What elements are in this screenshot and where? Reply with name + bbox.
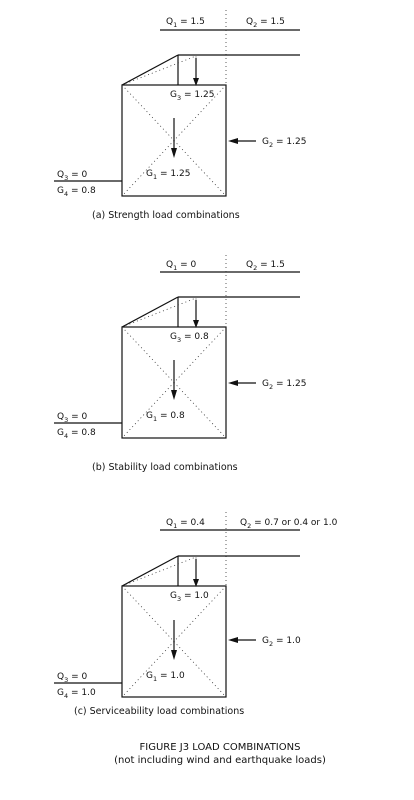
slope-hatch	[122, 56, 196, 85]
slope-hatch	[122, 298, 196, 327]
figure-title: FIGURE J3 LOAD COMBINATIONS	[139, 742, 301, 753]
panel-b	[54, 255, 306, 473]
slope-line	[122, 55, 178, 85]
g2-label: $G_2 = 1.25$	[262, 379, 307, 391]
figure-subtitle: (not including wind and earthquake loads)	[114, 755, 326, 766]
q1-value: 0	[190, 260, 197, 270]
g4-label: $G_4 = 1.0$	[57, 688, 96, 700]
q3-value: 0	[81, 672, 88, 682]
g1-arrow-head	[171, 390, 177, 400]
g1-arrow-head	[171, 148, 177, 158]
panel-a	[54, 10, 306, 221]
panel-caption: (b) Stability load combinations	[92, 462, 238, 473]
q2-value: 1.5	[270, 17, 285, 27]
panel-c	[54, 512, 338, 717]
q2-label: $Q_2 = 1.5$	[246, 260, 285, 272]
q3-label: $Q_3 = 0$	[57, 672, 88, 684]
g1-label: $G_1 = 1.0$	[146, 671, 185, 683]
q3-value: 0	[81, 412, 88, 422]
g4-value: 0.8	[81, 186, 96, 196]
g2-value: 1.0	[286, 636, 301, 646]
q2-value: 1.5	[270, 260, 285, 270]
q1-value: 0.4	[190, 518, 205, 528]
g3-value: 1.25	[194, 90, 215, 100]
g2-value: 1.25	[286, 137, 307, 147]
g3-value: 0.8	[194, 332, 209, 342]
g2-value: 1.25	[286, 379, 307, 389]
q2-label: $Q_2 = 0.7$ or 0.4 or 1.0	[240, 518, 338, 530]
g1-value: 0.8	[170, 411, 185, 421]
q2-label: $Q_2 = 1.5$	[246, 17, 285, 29]
g4-value: 0.8	[81, 428, 96, 438]
g2-label: $G_2 = 1.25$	[262, 137, 307, 149]
g1-value: 1.0	[170, 671, 185, 681]
g1-arrow-head	[171, 650, 177, 660]
g3-label: $G_3 = 1.25$	[170, 90, 215, 102]
slope-hatch	[122, 557, 196, 586]
panel-caption: (c) Serviceability load combinations	[74, 706, 245, 717]
slope-line	[122, 556, 178, 586]
q3-label: $Q_3 = 0$	[57, 170, 88, 182]
g2-arrow-head	[228, 637, 238, 643]
g4-value: 1.0	[81, 688, 96, 698]
q2-value: 0.7 or 0.4 or 1.0	[264, 518, 338, 528]
q3-label: $Q_3 = 0$	[57, 412, 88, 424]
g2-label: $G_2 = 1.0$	[262, 636, 301, 648]
q1-label: $Q_1 = 0$	[166, 260, 197, 272]
g1-label: $G_1 = 1.25$	[146, 169, 191, 181]
g2-arrow-head	[228, 138, 238, 144]
panel-caption: (a) Strength load combinations	[92, 210, 240, 221]
q1-label: $Q_1 = 1.5$	[166, 17, 205, 29]
g1-value: 1.25	[170, 169, 191, 179]
g3-label: $G_3 = 0.8$	[170, 332, 209, 344]
g3-label: $G_3 = 1.0$	[170, 591, 209, 603]
slope-line	[122, 297, 178, 327]
g1-label: $G_1 = 0.8$	[146, 411, 185, 423]
g4-label: $G_4 = 0.8$	[57, 428, 96, 440]
g2-arrow-head	[228, 380, 238, 386]
q1-label: $Q_1 = 0.4$	[166, 518, 205, 530]
q1-value: 1.5	[190, 17, 205, 27]
g4-label: $G_4 = 0.8$	[57, 186, 96, 198]
g3-value: 1.0	[194, 591, 209, 601]
q3-value: 0	[81, 170, 88, 180]
